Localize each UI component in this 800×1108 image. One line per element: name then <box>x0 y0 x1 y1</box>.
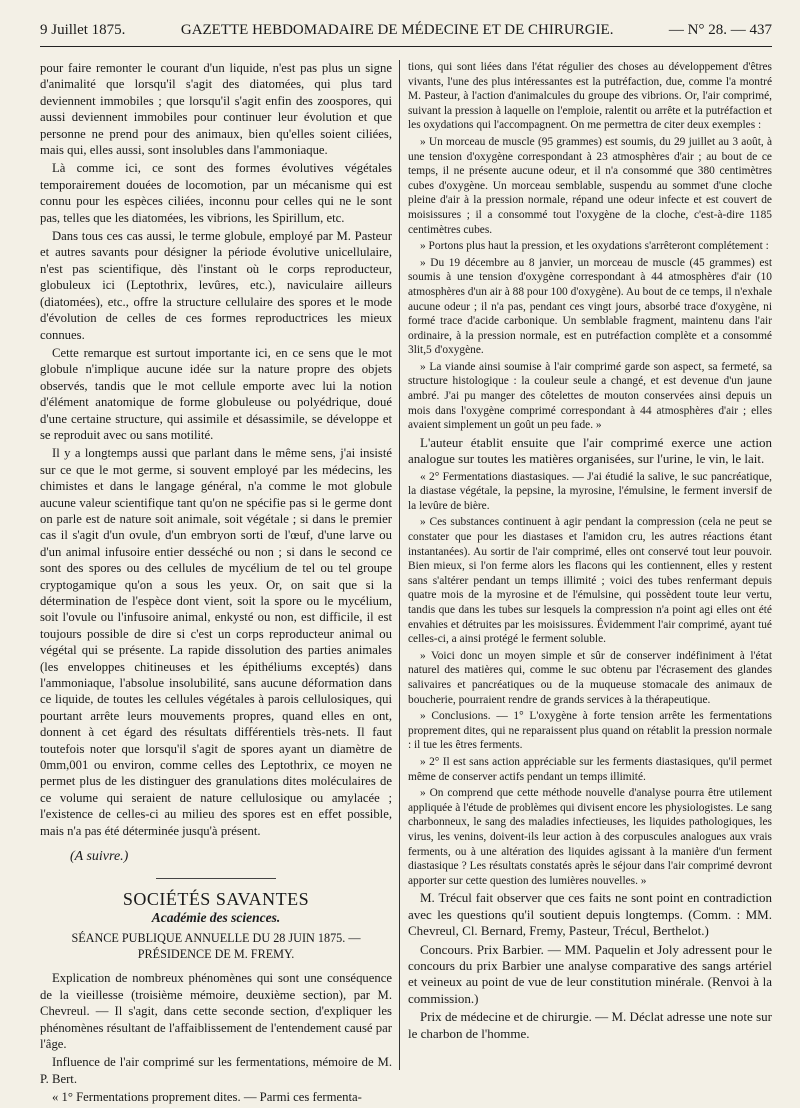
right-paragraph-2: » Un morceau de muscle (95 grammes) est soumis, du 29 juillet au 3 août, à une tension d'oxygène correspondant à 23 atmosphères d'air ; au bout de ce temps, il ne présente aucune odeur, et il n'a consommé que 380 centimètres cubes d'oxygène. Un morceau semblable, suspendu au sommet d'une cloche pleine d'air à la pression normale, répand une odeur infecte et est couvert de moisissures ; il a consommé tout l'oxygène de la cloche, c'est-à-dire 1185 centimètres cubes. <box>408 135 772 236</box>
issue-date: 9 Juillet 1875. <box>40 21 126 38</box>
right-paragraph-8: » Ces substances continuent à agir pendant la compression (cela ne peut se constater que pour les diastases et l'amidon cru, les autres réactions étant instantanées). Au sortir de l'air comprimé, elles ont conservé tout leur pouvoir. Bien mieux, si l'on ferme alors les flacons qui les contiennent, elles y restent sans s'altérer pendant un temps illimité ; voici des tubes renfermant depuis quatre mois de la myrosine et de l'émulsine, qui possèdent toute leur vertu, tandis que dans les tubes sur lesquels la compression n'a point agi elles ont été envahies et détruites par les moisissures. Évidemment l'air comprimé, ayant tué celles-ci, a ainsi protégé le ferment soluble. <box>408 516 772 646</box>
header-rule <box>40 46 772 47</box>
column-divider <box>399 60 400 1070</box>
right-paragraph-9: » Voici donc un moyen simple et sûr de conserver indéfiniment à l'état naturel des matières qui, comme le suc obtenu par l'écrasement des glandes salivaires et pancréatiques ou de la muqueuse stomacale des animaux de boucherie, pourraient rendre de grands services à la thérapeutique. <box>408 649 772 706</box>
right-paragraph-7: « 2° Fermentations diastasiques. — J'ai étudié la salive, le suc pancréatique, la diastase végétale, la pepsine, la myrosine, l'émulsine, le ferment inversif de la levûre de bière. <box>408 470 772 512</box>
left-paragraph-3: Dans tous ces cas aussi, le terme globule, employé par M. Pasteur et autres savants pour désigner la période évolutive unicellulaire, n'est pas scientifique, dès l'instant où le corps reproducteur, globuleux ici (Leptothrix, levûres, etc.), naviculaire ailleurs (diatomées), etc., offre la structure cellulaire des spores et le mode d'évolution de celles de ces formes reproductrices les mieux connues. <box>40 229 392 342</box>
section-paragraph-1: Explication de nombreux phénomènes qui sont une conséquence de la vieillesse (troisième mémoire, deuxième section), par M. Chevreul. — Il s'agit, dans cette seconde section, d'expliquer les phénomènes résultant de l'affaiblissement de l'entendement causé par l'âge. <box>40 971 392 1051</box>
section-paragraph-3: « 1° Fermentations proprement dites. — Parmi ces fermenta- <box>52 1090 362 1105</box>
right-paragraph-14: Concours. Prix Barbier. — MM. Paquelin et Joly adressent pour le concours du prix Barbier une analyse comparative des sangs artériel et veineux au point de vue de leur constitution minérale. (Renvoi à la commission.) <box>408 941 772 1006</box>
page-number: 437 <box>749 21 772 38</box>
right-paragraph-3: » Portons plus haut la pression, et les oxydations s'arrêteront complétement : <box>420 240 769 253</box>
right-paragraph-5: » La viande ainsi soumise à l'air comprimé garde son aspect, sa fermeté, sa structure histologique : la couleur seule a changé, et est devenue d'un jaune ambré. J'ai pu manger des côtelettes de mouton conservées ainsi depuis un mois dans l'oxygène comprimé correspondant à 44 atmosphères d'air ; elles avaient simplement un goût un peu fade. » <box>408 360 772 432</box>
to-be-continued: (A suivre.) <box>70 849 129 865</box>
journal-title: GAZETTE HEBDOMADAIRE DE MÉDECINE ET DE CHIRURGIE. <box>180 21 614 38</box>
right-paragraph-10: » Conclusions. — 1° L'oxygène à forte tension arrête les fermentations proprement dites, qui ne reparaissent plus quand on rétablit la pression normale : il tue les êtres ferments. <box>408 710 772 752</box>
page-header <box>40 18 772 42</box>
section-title: SOCIÉTÉS SAVANTES <box>122 888 310 909</box>
right-paragraph-1: tions, qui sont liées dans l'état régulier des choses au développement d'êtres vivants, l'une des plus intéressantes est la putréfaction, due, comme l'a montré M. Pasteur, à l'action d'animalcules du groupe des vibrions. Or, l'air comprimé, suivant la pression à laquelle on l'emploie, ralentit ou arrête et la putréfaction et les oxydations qui l'accompagnent. On me permettra de citer deux exemples : <box>408 61 772 132</box>
right-paragraph-12: » On comprend que cette méthode nouvelle d'analyse pourra être utilement appliquée à l'étude de problèmes qui divisent encore les physiologistes. Le sang charbonneux, le sang des maladies infectieuses, les liquides pathologiques, les virus, les venins, doivent-ils leur action à des corpuscules analogues aux vrais ferments, ou à une altération des liquides agissant à la manière d'un ferment diastasique ? Les résultats constatés après le séjour dans l'air comprimé devront apporter sur cette question des lumières nouvelles. » <box>408 787 772 887</box>
right-paragraph-15: Prix de médecine et de chirurgie. — M. Déclat adresse une note sur le charbon de l'homme. <box>408 1009 772 1041</box>
left-paragraph-1: pour faire remonter le courant d'un liquide, n'est pas plus un signe d'animalité que lorsqu'il s'agit des diatomées, qui plus tard deviennent immobiles ; que lorsqu'il s'agit enfin des zoospores, qui aussi deviennent immobiles pour continuer leur évolution et que personne ne prend pour des animaux, bien qu'elles soient ciliées, mais qui, elles aussi, sont insolubles dans l'ammoniaque. <box>40 61 392 158</box>
section-paragraph-2: Influence de l'air comprimé sur les fermentations, mémoire de M. P. Bert. <box>40 1055 392 1086</box>
issue-number-group <box>669 22 772 39</box>
left-paragraph-5: Il y a longtemps aussi que parlant dans le même sens, j'ai insisté sur ce que le mot germe, si souvent employé par les médecins, les chimistes et dans le langage général, n'a comme le mot globule aucune valeur scientifique tant qu'on ne spécifie pas si le germe dont on parle est de nature soit animale, soit végétale ; si dans le premier cas il s'agit d'un ovule, d'un embryon sorti de l'œuf, d'une larve ou d'un animal infusoire entier desséché ou non ; si dans le second ce sont des spores ou des cellules de mycélium de tel ou tel groupe cryptogamique qu'on a sous les yeux. Or, on sait que si la détermination de l'espèce dont vient, soit la spore ou le mycélium, soit l'ovule ou l'infusoire animal, enkysté ou non, est difficile, il est toujours possible de dire si c'est un corps reproducteur animal ou végétal qui se présente. La rapide dissolution des parties animales (les enveloppes chitineuses et les épithéliums exceptés) dans l'ammoniaque, l'absolue insolubilité, sans aucune déformation dans ce liquide, de toutes les cellules végétales à parois cellulosiques, qui pourtant arrête leurs mouvements propres, quand elles en ont, donnent à cet égard des résultats différentiels très-nets. Il faut toutefois noter que lorsqu'il s'agit de spores ayant un diamètre de 0mm,001 ou environ, comme celles des Leptothrix, ce moyen ne permet plus de les distinguer des granulations dites moléculaires de ce volume qui seraient de nature cellulosique ou amylacée ; l'existence de celles-ci au milieu des spores est en effet possible, mais n'a pas été déterminée jusqu'à présent. <box>40 446 392 838</box>
left-column <box>40 60 392 1108</box>
session-heading: SÉANCE PUBLIQUE ANNUELLE DU 28 JUIN 1875. — PRÉSIDENCE DE M. FREMY. <box>71 931 361 962</box>
section-divider <box>156 878 276 879</box>
section-subtitle: Académie des sciences. <box>151 909 281 925</box>
right-column <box>408 60 772 1044</box>
right-paragraph-11: » 2° Il est sans action appréciable sur les ferments diastasiques, qu'il permet même de conserver actifs pendant un temps illimité. <box>408 755 772 783</box>
right-paragraph-13: M. Trécul fait observer que ces faits ne sont point en contradiction avec les questions qu'il soutient depuis longtemps. (Comm. : MM. Chevreul, Cl. Bernard, Fremy, Pasteur, Trécul, Berthelot.) <box>408 890 772 939</box>
right-paragraph-6: L'auteur établit ensuite que l'air comprimé exerce une action analogue sur toutes les matières organisées, sur l'urine, le vin, le lait. <box>408 434 772 467</box>
right-paragraph-4: » Du 19 décembre au 8 janvier, un morceau de muscle (45 grammes) est soumis à une tension d'oxygène correspondant à 44 atmosphères d'air (10 atmosphères d'un air à 88 pour 100 d'oxygène). Au bout de ce temps, il n'exhale aucune odeur ; il n'a pas, pendant ces vingt jours, absorbé trace d'oxygène, ni formé trace d'acide carbonique. Un semblable fragment, maintenu dans l'air ordinaire, à la pression normale, est en putréfaction complète et a consommé 3lit,5 d'oxygène. <box>408 256 772 357</box>
left-paragraph-4: Cette remarque est surtout importante ici, en ce sens que le mot globule n'implique aucune idée sur la nature propre des objets observés, tandis que le mot cellule emporte avec lui la notion d'élément anatomique de forme globuleuse ou polyédrique, doué d'une certaine structure, qui assimile et désassimile, se développe et se reproduit avec ou sans motilité. <box>40 345 392 442</box>
left-paragraph-2: Là comme ici, ce sont des formes évolutives végétales temporairement douées de locomotion, par un mécanisme qui est connu pour les espèces ciliées, inconnu pour celles qui ne le sont pas, telles que les diatomées, les vibrions, les Spirillum, etc. <box>40 161 392 225</box>
issue-number: — N° 28. — <box>668 21 746 38</box>
